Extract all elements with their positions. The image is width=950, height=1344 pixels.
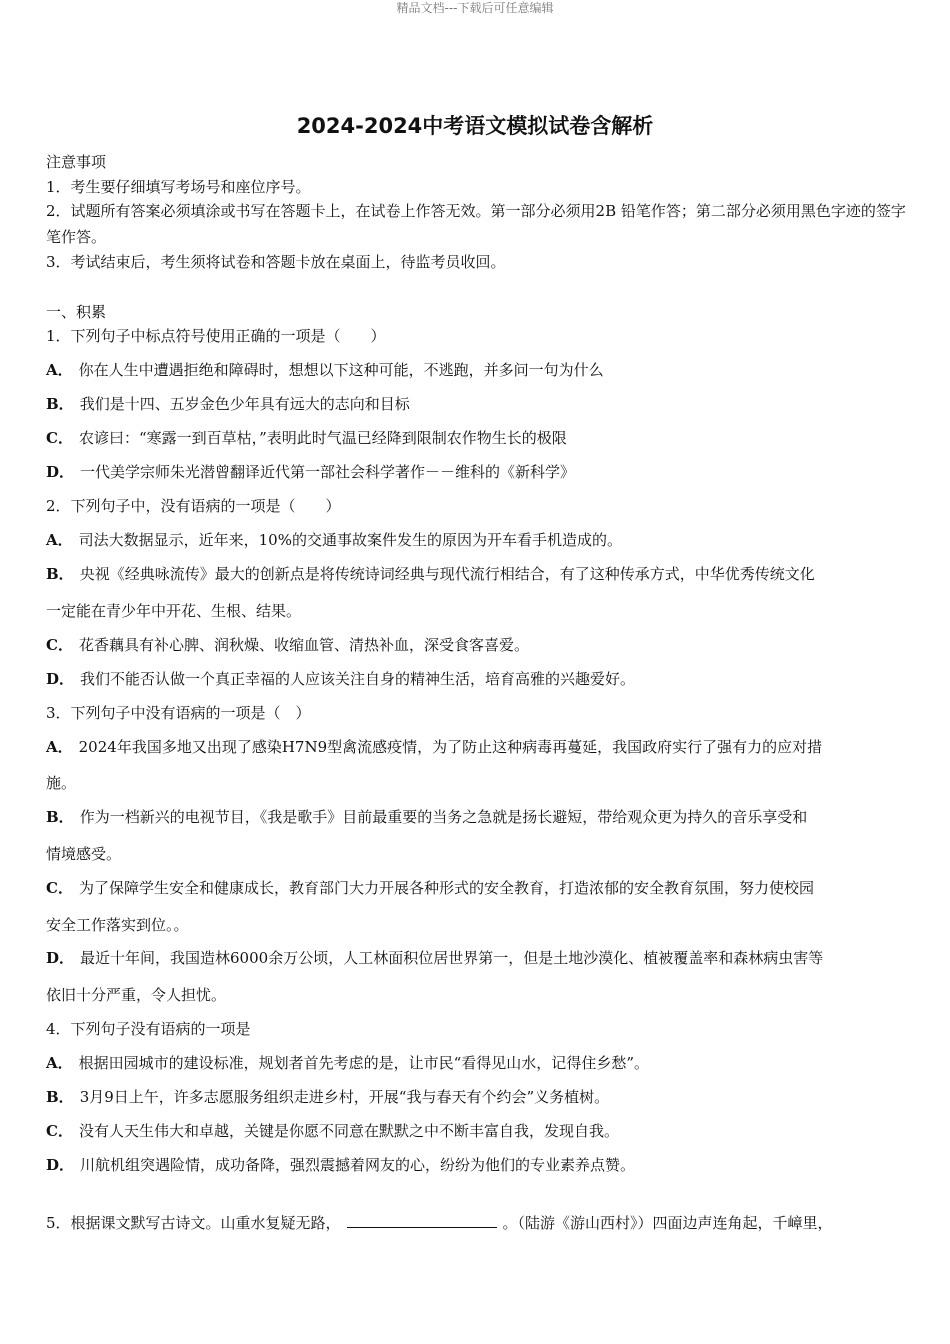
option-text: 最近十年间，我国造林6000余万公顷，人工林面积位居世界第一，但是土地沙漠化、植被覆盖率和森林病虫害等 xyxy=(80,949,824,967)
option-letter: B． xyxy=(46,565,74,583)
option-letter: D． xyxy=(46,463,75,481)
option-text: 2024年我国多地又出现了感染H7N9型禽流感疫情，为了防止这种病毒再蔓延，我国政府实行了强有力的应对措 xyxy=(78,738,823,756)
option-letter: D． xyxy=(46,1156,75,1174)
option-letter: B． xyxy=(46,1088,74,1106)
question-3-stem: 3．下列句子中没有语病的一项是（ ） xyxy=(46,704,311,722)
question-4-option-a xyxy=(46,1053,908,1073)
option-text: 我们不能否认做一个真正幸福的人应该关注自身的精神生活，培育高雅的兴趣爱好。 xyxy=(80,670,636,688)
option-letter: D． xyxy=(46,670,75,688)
question-5-text-after: 。（陆游《游山西村》）四面边声连角起，千嶂里， xyxy=(502,1214,833,1232)
question-1-option-c xyxy=(46,428,908,448)
option-text: 你在人生中遭遇拒绝和障碍时，想想以下这种可能，不逃跑，并多问一句为什么 xyxy=(78,361,604,379)
question-4-stem: 4．下列句子没有语病的一项是 xyxy=(46,1020,251,1038)
question-4-option-c xyxy=(46,1121,908,1141)
option-letter: C． xyxy=(46,879,73,897)
option-letter: A． xyxy=(46,361,73,379)
question-3-option-c xyxy=(46,878,908,898)
option-letter: A． xyxy=(46,531,73,549)
option-text: 没有人天生伟大和卓越，关键是你愿不同意在默默之中不断丰富自我，发现自我。 xyxy=(78,1122,619,1140)
option-text: 花香藕具有补心脾、润秋燥、收缩血管、清热补血，深受食客喜爱。 xyxy=(78,636,529,654)
notice-heading: 注意事项 xyxy=(46,153,107,171)
document-title: 2024-2024中考语文模拟试卷含解析 xyxy=(296,114,654,138)
question-2-option-b xyxy=(46,564,908,584)
option-letter: C． xyxy=(46,1122,73,1140)
option-letter: C． xyxy=(46,636,73,654)
question-3-option-b-continuation: 情境感受。 xyxy=(46,845,122,863)
option-text: 一代美学宗师朱光潜曾翻译近代第一部社会科学著作－－维科的《新科学》 xyxy=(80,463,576,481)
question-3-option-d-continuation: 依旧十分严重，令人担忧。 xyxy=(46,986,227,1004)
option-text: 根据田园城市的建设标准，规划者首先考虑的是，让市民“看得见山水，记得住乡愁”。 xyxy=(78,1054,649,1072)
option-text: 我们是十四、五岁金色少年具有远大的志向和目标 xyxy=(79,395,410,413)
question-2-stem: 2．下列句子中，没有语病的一项是（ ） xyxy=(46,497,341,515)
question-3-option-a-continuation: 施。 xyxy=(46,774,77,792)
question-5 xyxy=(46,1213,908,1233)
answer-blank[interactable] xyxy=(347,1213,497,1228)
page-header-note: 精品文档---下载后可任意编辑 xyxy=(396,1,554,15)
option-letter: A． xyxy=(46,738,73,756)
notice-item-2: 2．试题所有答案必须填涂或书写在答题卡上，在试卷上作答无效。第一部分必须用2B 铅笔作答；第二部分必须用黑色字迹的签字笔作答。 xyxy=(46,202,906,246)
option-text: 作为一档新兴的电视节目，《我是歌手》目前最重要的当务之急就是扬长避短，带给观众更为持久的音乐享受和 xyxy=(79,808,808,826)
option-text: 3月9日上午，许多志愿服务组织走进乡村，开展“我与春天有个约会”义务植树。 xyxy=(79,1088,610,1106)
question-1-option-b xyxy=(46,394,908,414)
question-1-option-a xyxy=(46,360,908,380)
question-3-option-b xyxy=(46,807,908,827)
question-3-option-a xyxy=(46,737,908,757)
section-heading: 一、积累 xyxy=(46,303,107,321)
question-2-option-d xyxy=(46,669,908,689)
question-1-option-d xyxy=(46,462,908,482)
question-2-option-b-continuation: 一定能在青少年中开花、生根、结果。 xyxy=(46,602,302,620)
notice-item-3: 3．考试结束后，考生须将试卷和答题卡放在桌面上，待监考员收回。 xyxy=(46,253,506,271)
question-5-text-before: 5．根据课文默写古诗文。山重水复疑无路， xyxy=(46,1214,341,1232)
option-letter: B． xyxy=(46,395,74,413)
option-text: 农谚曰：“寒露一到百草枯，”表明此时气温已经降到限制农作物生长的极限 xyxy=(78,429,567,447)
option-text: 为了保障学生安全和健康成长，教育部门大力开展各种形式的安全教育，打造浓郁的安全教育氛围，努力使校园 xyxy=(78,879,814,897)
question-3-option-d xyxy=(46,948,908,968)
question-1-stem: 1．下列句子中标点符号使用正确的一项是（ ） xyxy=(46,327,386,345)
question-2-option-a xyxy=(46,530,908,550)
option-letter: B． xyxy=(46,808,74,826)
question-4-option-b xyxy=(46,1087,908,1107)
option-text: 川航机组突遇险情，成功备降，强烈震撼着网友的心，纷纷为他们的专业素养点赞。 xyxy=(80,1156,636,1174)
option-text: 司法大数据显示，近年来，10%的交通事故案件发生的原因为开车看手机造成的。 xyxy=(78,531,622,549)
question-3-option-c-continuation: 安全工作落实到位。。 xyxy=(46,916,189,934)
option-letter: C． xyxy=(46,429,73,447)
option-letter: D． xyxy=(46,949,75,967)
option-text: 央视《经典咏流传》最大的创新点是将传统诗词经典与现代流行相结合，有了这种传承方式，中华优秀传统文化 xyxy=(79,565,815,583)
option-letter: A． xyxy=(46,1054,73,1072)
notice-item-1: 1．考生要仔细填写考场号和座位序号。 xyxy=(46,178,311,196)
question-4-option-d xyxy=(46,1155,908,1175)
question-2-option-c xyxy=(46,635,908,655)
